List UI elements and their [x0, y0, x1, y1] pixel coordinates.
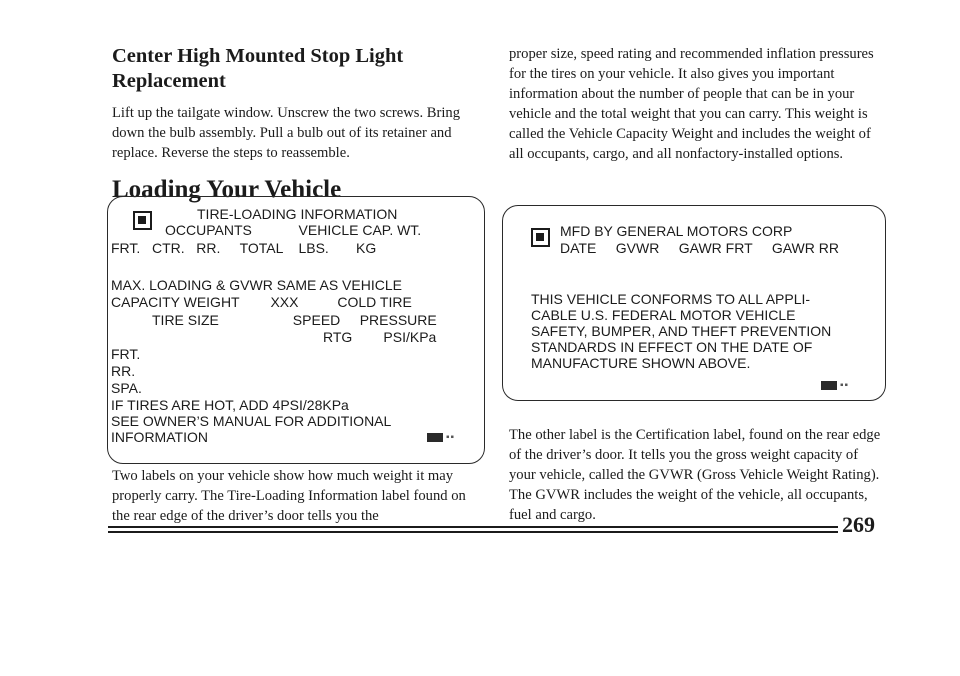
tire-label-line: RTG PSI/KPa	[323, 329, 437, 345]
loading-heading: Loading Your Vehicle	[112, 176, 342, 203]
right-column	[509, 44, 881, 164]
gm-logo-icon	[531, 228, 550, 247]
tire-label-line: OCCUPANTS VEHICLE CAP. WT.	[165, 222, 422, 238]
cert-label-line: MANUFACTURE SHOWN ABOVE.	[531, 355, 751, 371]
cert-label-line: CABLE U.S. FEDERAL MOTOR VEHICLE	[531, 307, 796, 323]
cert-label-line: SAFETY, BUMPER, AND THEFT PREVENTION	[531, 323, 832, 339]
footer-rule	[108, 526, 838, 528]
gm-logo-icon	[133, 211, 152, 230]
tire-label-line: FRT. CTR. RR. TOTAL LBS. KG	[111, 240, 377, 256]
cert-label-line: DATE GVWR GAWR FRT GAWR RR	[560, 240, 839, 256]
gm-logo-mark-icon: ▪▪	[821, 380, 849, 391]
tire-label-description: proper size, speed rating and recommended inflation pressures for the tires on your vehicle. It also gives you important information about the number of people that can be in your vehicle and the total weight that you can carry. This weight is called the Vehicle Capacity Weight and includes the weight of all occupants, cargo, and all nonfactory-installed options.	[509, 46, 874, 162]
labels-intro-paragraph: Two labels on your vehicle show how much weight it may properly carry. The Tire-Loading Information label found on the rear edge of the driver’s door tells you the	[112, 468, 466, 524]
tire-label-line: FRT.	[111, 346, 141, 362]
stop-light-instructions: Lift up the tailgate window. Unscrew the two screws. Bring down the bulb assembly. Pull a bulb out of its retainer and replace. Reverse the steps to reassemble.	[112, 105, 461, 161]
tire-label-line: RR.	[111, 363, 136, 379]
tire-label-line: MAX. LOADING & GVWR SAME AS VEHICLE	[111, 277, 402, 293]
left-column	[112, 44, 474, 205]
certification-label	[502, 205, 886, 401]
cert-label-line: MFD BY GENERAL MOTORS CORP	[560, 223, 793, 239]
tire-loading-label	[107, 196, 485, 464]
footer-rule	[108, 531, 838, 533]
tire-label-line: SPA.	[111, 380, 142, 396]
stop-light-heading: Center High Mounted Stop Light Replacement	[112, 45, 404, 92]
gm-logo-mark-icon: ▪▪	[427, 432, 455, 443]
tire-label-line: TIRE-LOADING INFORMATION	[197, 206, 398, 222]
tire-label-line: INFORMATION	[111, 429, 208, 445]
certification-paragraph: The other label is the Certification label, found on the rear edge of the driver’s door. It tells you the gross weight capacity of your vehicle, called the GVWR (Gross Vehicle Weight Rating). The GVWR includes the weight of the vehicle, all occupants, fuel and cargo.	[509, 427, 881, 523]
page-number: 269	[842, 512, 875, 537]
tire-label-line: TIRE SIZE SPEED PRESSURE	[152, 312, 437, 328]
cert-label-line: THIS VEHICLE CONFORMS TO ALL APPLI-	[531, 291, 811, 307]
tire-label-line: IF TIRES ARE HOT, ADD 4PSI/28KPa	[111, 397, 349, 413]
tire-label-line: CAPACITY WEIGHT XXX COLD TIRE	[111, 294, 412, 310]
cert-label-line: STANDARDS IN EFFECT ON THE DATE OF	[531, 339, 813, 355]
tire-label-line: SEE OWNER’S MANUAL FOR ADDITIONAL	[111, 413, 392, 429]
